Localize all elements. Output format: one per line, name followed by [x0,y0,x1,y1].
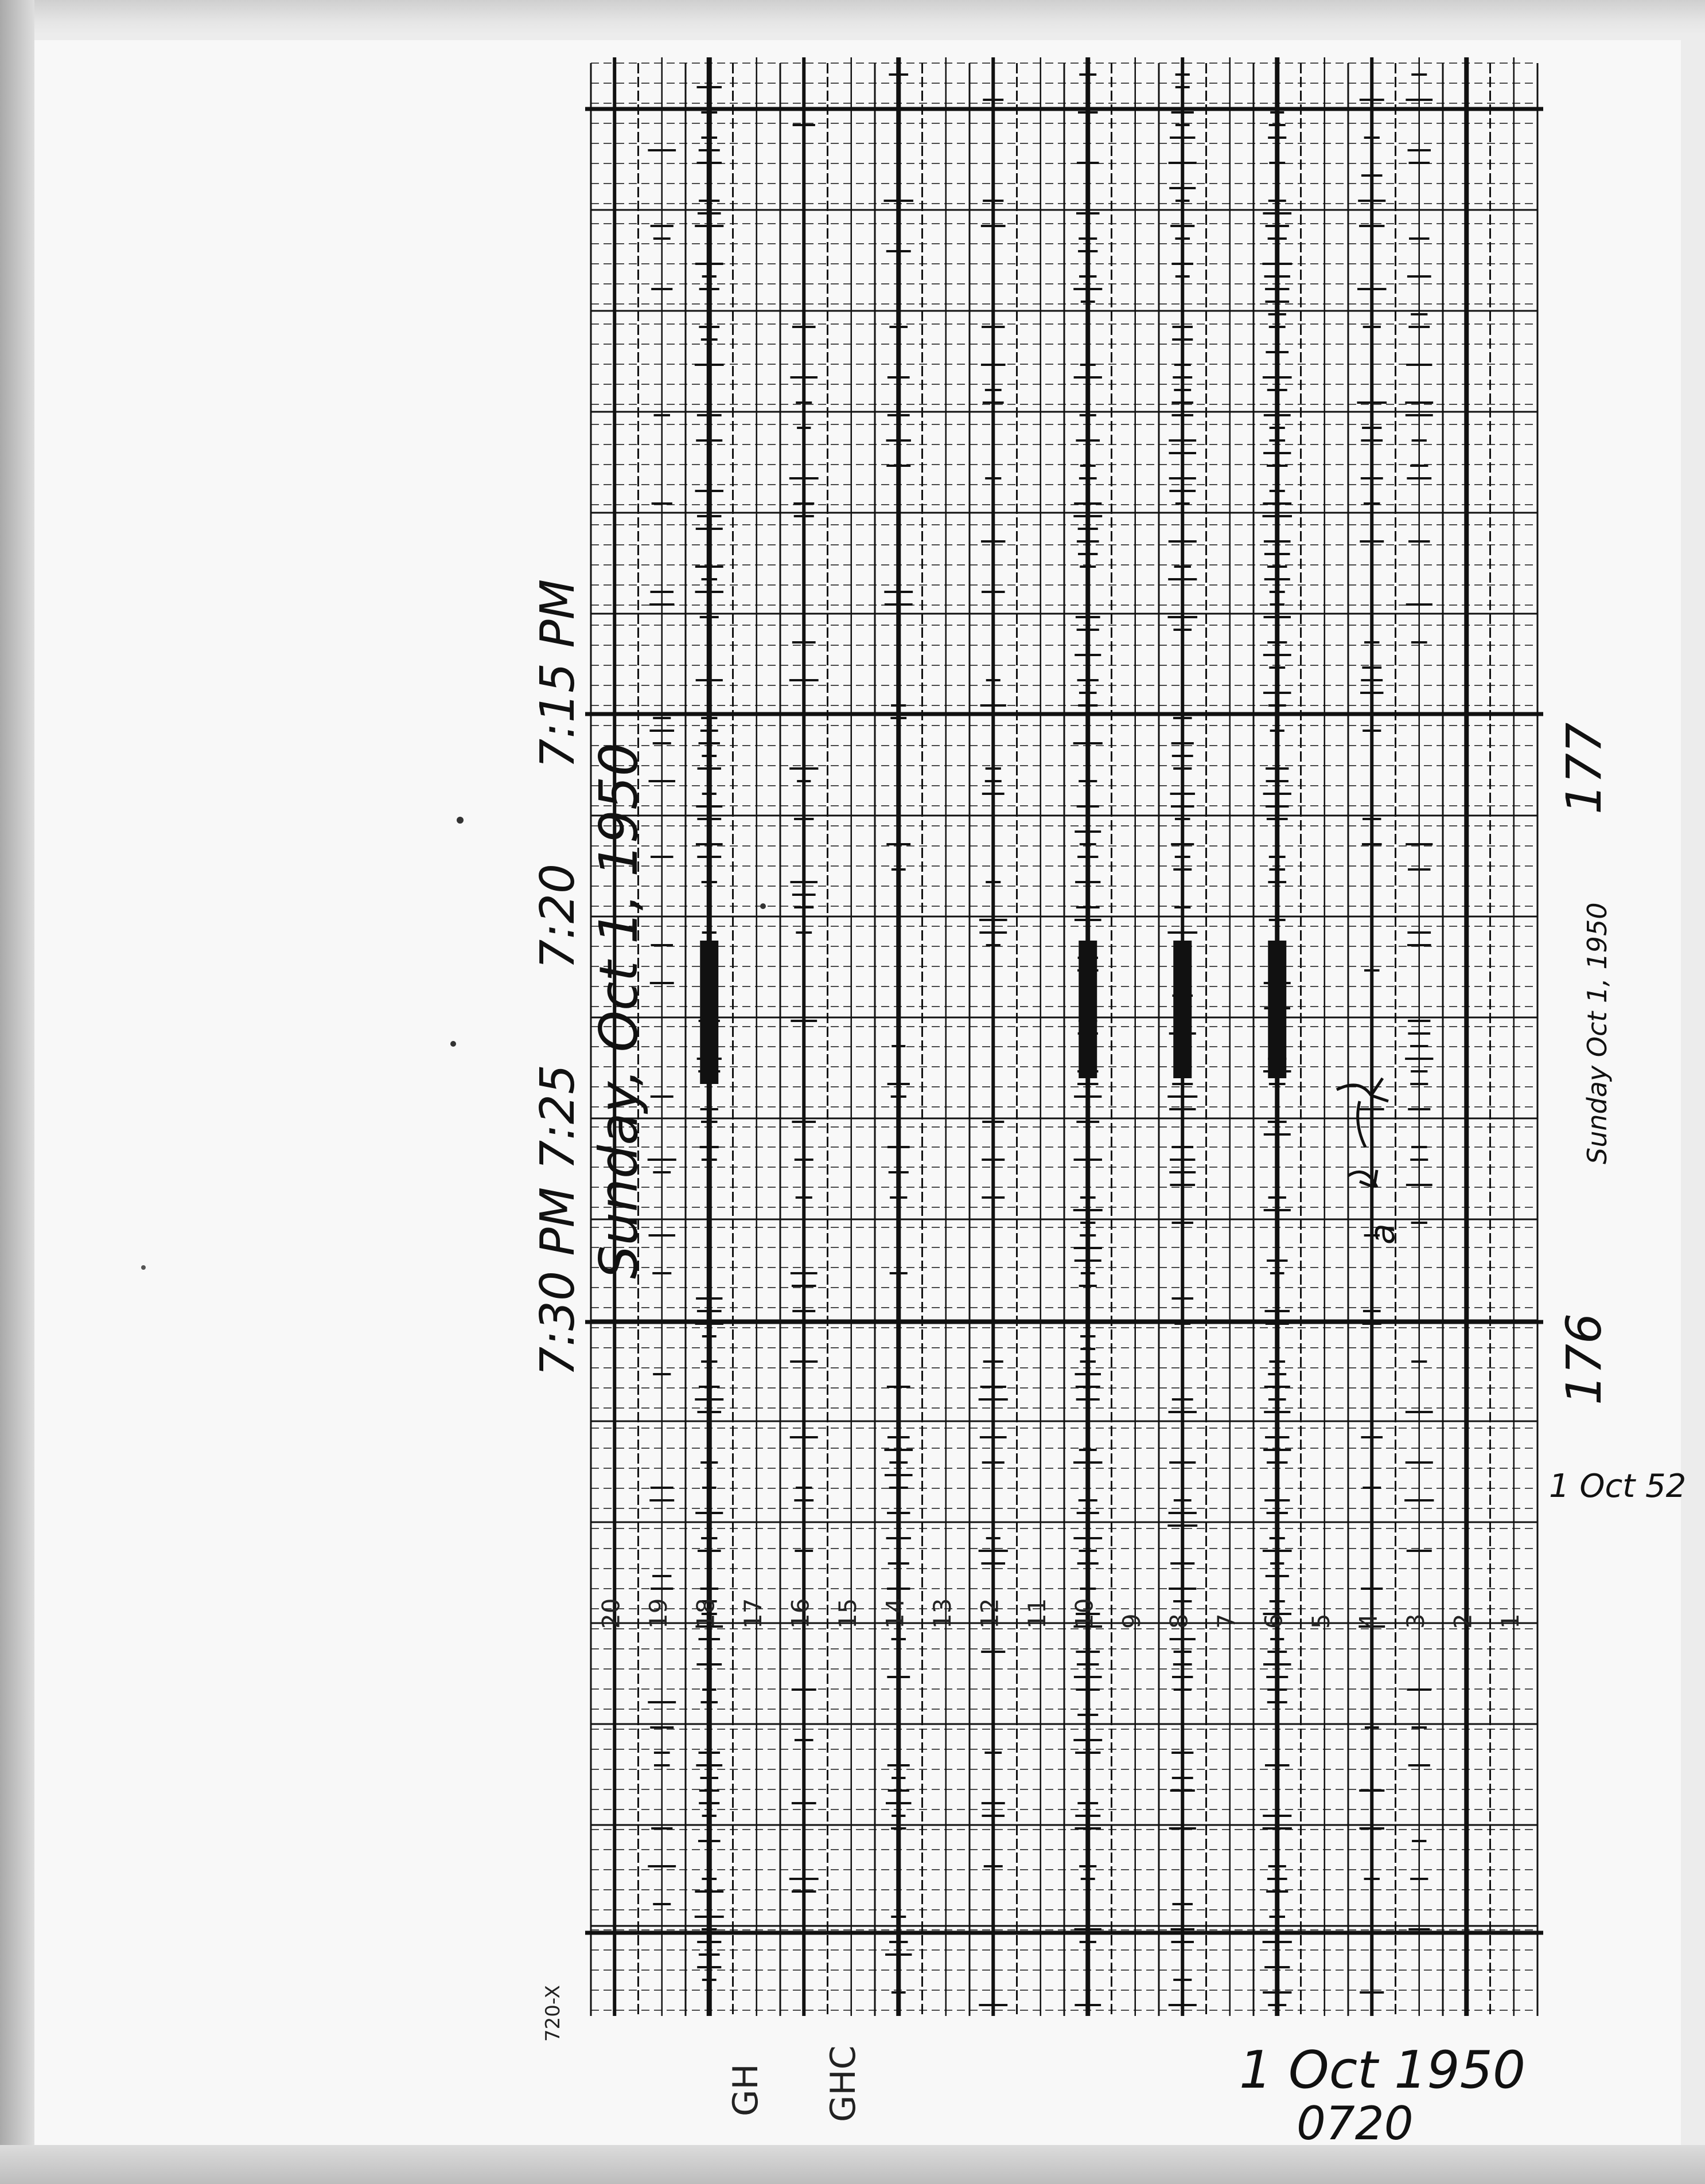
time-label-2: 7:25 [531,1064,585,1170]
paper-speck [457,817,464,824]
channel-number-15: 15 [834,1598,862,1629]
event-burst [1173,941,1192,1078]
channel-number-20: 20 [597,1598,625,1629]
channel-traces [591,57,1537,2016]
paper-speck [450,1041,456,1047]
paper-speck [141,1265,146,1270]
channel-number-6: 6 [1259,1613,1288,1629]
channel-number-12: 12 [975,1598,1004,1629]
channel-number-row [597,1598,1525,1629]
channel-number-7: 7 [1212,1613,1240,1629]
arrow-scribble [1337,1078,1388,1187]
right-margin-date: Sunday Oct 1, 1950 [1582,902,1613,1164]
channel-number-17: 17 [739,1598,767,1629]
right-margin-number-top: 177 [1556,722,1612,814]
event-burst [700,941,718,1084]
bottom-time: 0720 [1297,2097,1414,2150]
channel-number-5: 5 [1307,1613,1335,1629]
paper-speck [760,903,766,909]
channel-label-ghc: GHC [823,2045,863,2122]
scribble-mark: a [1363,1223,1403,1245]
channel-number-3: 3 [1402,1613,1430,1629]
time-label-3: 7:30 PM [531,1187,585,1376]
event-burst [1268,941,1286,1078]
event-burst [1079,941,1097,1078]
channel-number-11: 11 [1023,1598,1051,1629]
channel-number-14: 14 [881,1598,909,1629]
channel-number-10: 10 [1070,1598,1099,1629]
channel-number-2: 2 [1449,1613,1477,1629]
channel-number-18: 18 [691,1598,720,1629]
edge-code: 720-X [542,1985,565,2042]
channel-number-4: 4 [1354,1613,1383,1629]
channel-number-9: 9 [1118,1613,1146,1629]
written-date: Sunday, Oct 1, 1950 [588,742,649,1279]
right-margin-number-bottom: 176 [1556,1313,1612,1405]
channel-number-16: 16 [786,1598,815,1629]
channel-number-1: 1 [1496,1613,1524,1629]
time-label-0: 7:15 PM [531,579,585,769]
channel-number-8: 8 [1165,1613,1193,1629]
bottom-date: 1 Oct 1950 [1239,2040,1526,2100]
right-margin-short-date: 1 Oct 52 [1549,1468,1687,1505]
channel-number-19: 19 [644,1598,672,1629]
channel-number-13: 13 [928,1598,956,1629]
time-label-1: 7:20 [531,863,585,969]
channel-label-gh: GH [726,2064,766,2116]
